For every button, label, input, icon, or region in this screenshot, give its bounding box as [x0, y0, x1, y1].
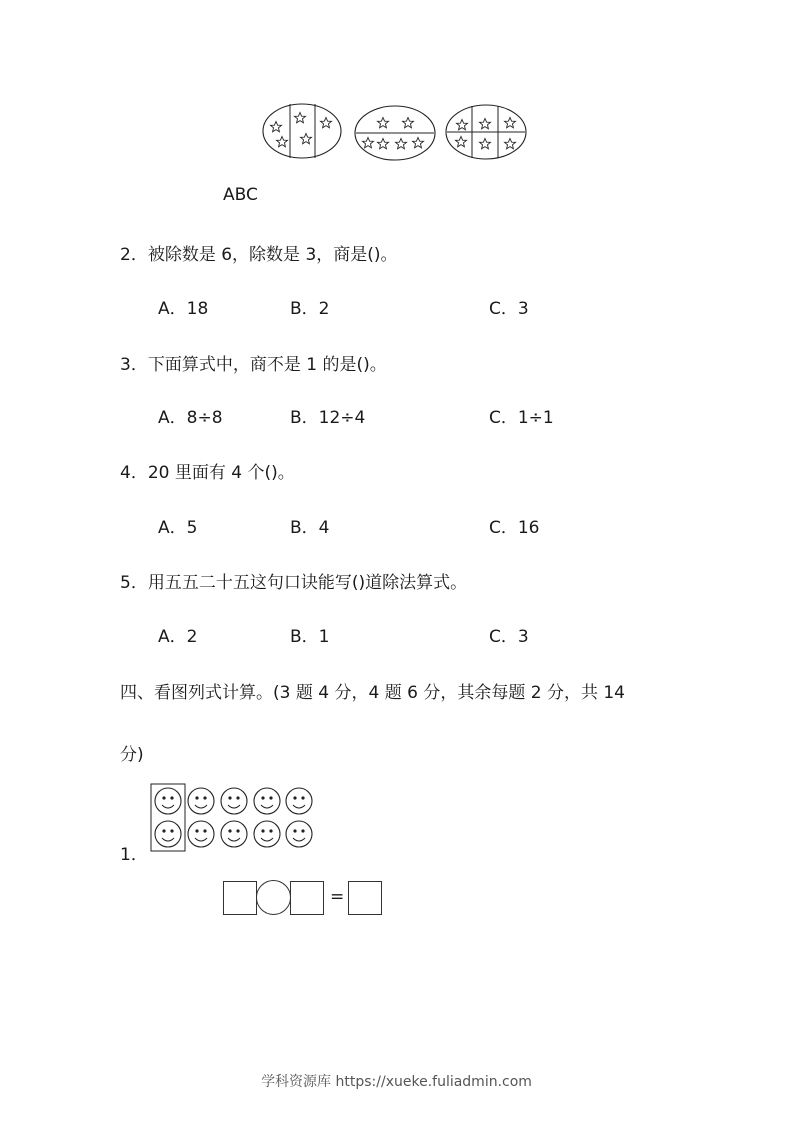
oval-groups-figure: [0, 0, 793, 180]
question-4: 4．20 里面有 4 个()。: [120, 463, 295, 483]
question-2-option-a[interactable]: A．18: [158, 299, 209, 319]
answer-box-1[interactable]: [223, 881, 257, 915]
question-3-option-a[interactable]: A．8÷8: [158, 408, 223, 428]
question-2-option-c[interactable]: C．3: [489, 299, 529, 319]
oval-c: [446, 105, 526, 159]
question-5-option-b[interactable]: B．1: [290, 627, 330, 647]
question-5: 5．用五五二十五这句口诀能写()道除法算式。: [120, 573, 468, 593]
section-4-title-line-2: 分): [120, 745, 144, 765]
operator-circle[interactable]: [256, 880, 291, 915]
question-3: 3．下面算式中，商不是 1 的是()。: [120, 355, 387, 375]
equals-sign: =: [330, 887, 345, 907]
question-2-option-b[interactable]: B．2: [290, 299, 330, 319]
question-4-option-b[interactable]: B．4: [290, 518, 330, 538]
item-1-number: 1．: [120, 845, 148, 865]
answer-box-2[interactable]: [290, 881, 324, 915]
smiley-faces-figure: [0, 780, 793, 920]
question-4-option-c[interactable]: C．16: [489, 518, 540, 538]
answer-box-result[interactable]: [348, 881, 382, 915]
oval-a: [263, 104, 341, 158]
oval-labels: ABC: [223, 185, 258, 205]
question-2: 2．被除数是 6，除数是 3，商是()。: [120, 245, 398, 265]
section-4-title-line-1: 四、看图列式计算。(3 题 4 分，4 题 6 分，其余每题 2 分，共 14: [120, 683, 625, 703]
question-3-option-c[interactable]: C．1÷1: [489, 408, 554, 428]
question-5-option-a[interactable]: A．2: [158, 627, 198, 647]
question-5-option-c[interactable]: C．3: [489, 627, 529, 647]
question-3-option-b[interactable]: B．12÷4: [290, 408, 366, 428]
footer-source: 学科资源库 https://xueke.fuliadmin.com: [261, 1074, 532, 1090]
question-4-option-a[interactable]: A．5: [158, 518, 198, 538]
oval-b: [355, 106, 435, 160]
